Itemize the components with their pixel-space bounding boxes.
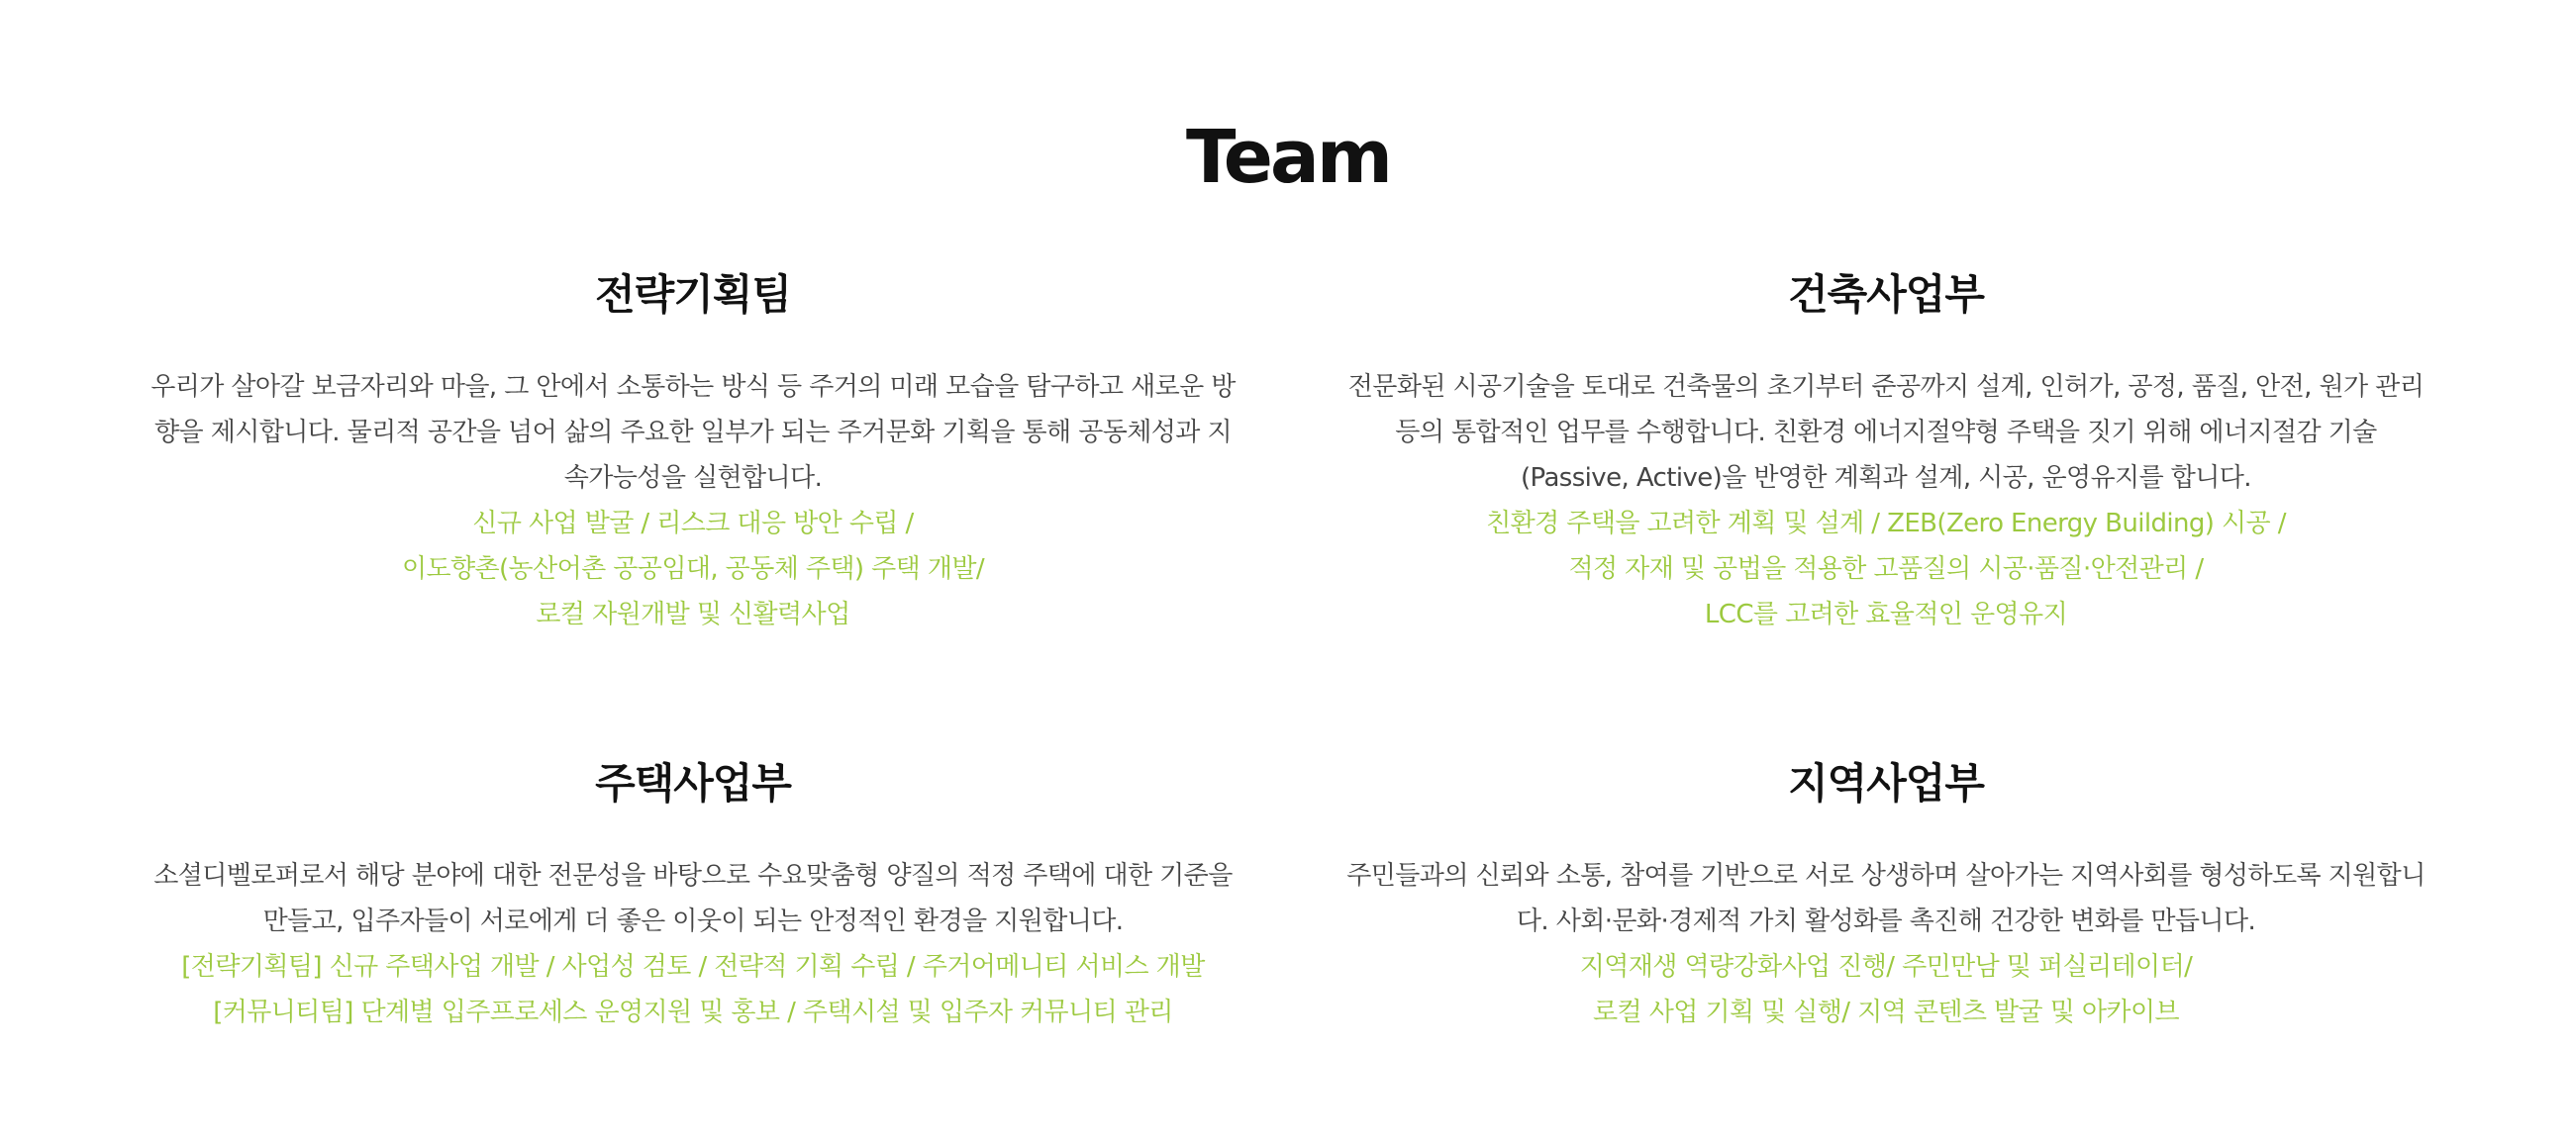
team-task: 친환경 주택을 고려한 계획 및 설계 / ZEB(Zero Energy Building) 시공 / [1486, 509, 2286, 538]
team-name: 지역사업부 [1788, 759, 1984, 808]
team-task: [전략기획팀] 신규 주택사업 개발 / 사업성 검토 / 전략적 기획 수립 / 주거어메니티 서비스 개발 [181, 952, 1205, 982]
team-task: LCC를 고려한 효율적인 운영유지 [1704, 600, 2068, 629]
team-description: 주민들과의 신뢰와 소통, 참여를 기반으로 서로 상생하며 살아가는 지역사회를 형성하도록 지원합니다. 사회·문화·경제적 가치 활성화를 촉진해 건강한 변화를 만듭니다. [1346, 861, 2426, 936]
team-task-list [1341, 944, 2430, 1035]
team-card-regional [1341, 754, 2430, 1035]
team-task: 적정 자재 및 공법을 적용한 고품질의 시공·품질·안전관리 / [1568, 554, 2204, 584]
team-task: 로컬 사업 기획 및 실행/ 지역 콘텐츠 발굴 및 아카이브 [1593, 998, 2179, 1027]
team-task-list [1341, 501, 2430, 637]
team-task: 로컬 자원개발 및 신활력사업 [536, 600, 850, 629]
team-task-list [149, 501, 1238, 637]
team-card-architecture [1341, 265, 2430, 637]
team-task-list [149, 944, 1238, 1035]
team-card-housing [149, 754, 1238, 1035]
team-description: 우리가 살아갈 보금자리와 마을, 그 안에서 소통하는 방식 등 주거의 미래 모습을 탐구하고 새로운 방향을 제시합니다. 물리적 공간을 넘어 삶의 주요한 일부가 되는 주거문화 기획을 통해 공동체성과 지속가능성을 실현합니다. [150, 372, 1236, 493]
page-title: Team [1186, 114, 1390, 200]
team-name: 건축사업부 [1788, 270, 1984, 319]
team-description: 전문화된 시공기술을 토대로 건축물의 초기부터 준공까지 설계, 인허가, 공정, 품질, 안전, 원가 관리 등의 통합적인 업무를 수행합니다. 친환경 에너지절약형 주택을 짓기 위해 에너지절감 기술(Passive, Active)을 반영한 계획과 설계, 시공, 운영유지를 합니다. [1347, 372, 2425, 493]
team-name: 주택사업부 [595, 759, 791, 808]
team-task: 신규 사업 발굴 / 리스크 대응 방안 수립 / [472, 509, 914, 538]
team-task: [커뮤니티팀] 단계별 입주프로세스 운영지원 및 홍보 / 주택시설 및 입주자 커뮤니티 관리 [213, 998, 1173, 1027]
team-task: 지역재생 역량강화사업 진행/ 주민만남 및 퍼실리테이터/ [1579, 952, 2193, 982]
team-name: 전략기획팀 [595, 270, 791, 319]
team-description: 소셜디벨로퍼로서 해당 분야에 대한 전문성을 바탕으로 수요맞춤형 양질의 적정 주택에 대한 기준을 만들고, 입주자들이 서로에게 더 좋은 이웃이 되는 안정적인 환경을 지원합니다. [153, 861, 1233, 936]
team-card-strategy-planning [149, 265, 1238, 637]
team-task: 이도향촌(농산어촌 공공임대, 공동체 주택) 주택 개발/ [401, 554, 985, 584]
